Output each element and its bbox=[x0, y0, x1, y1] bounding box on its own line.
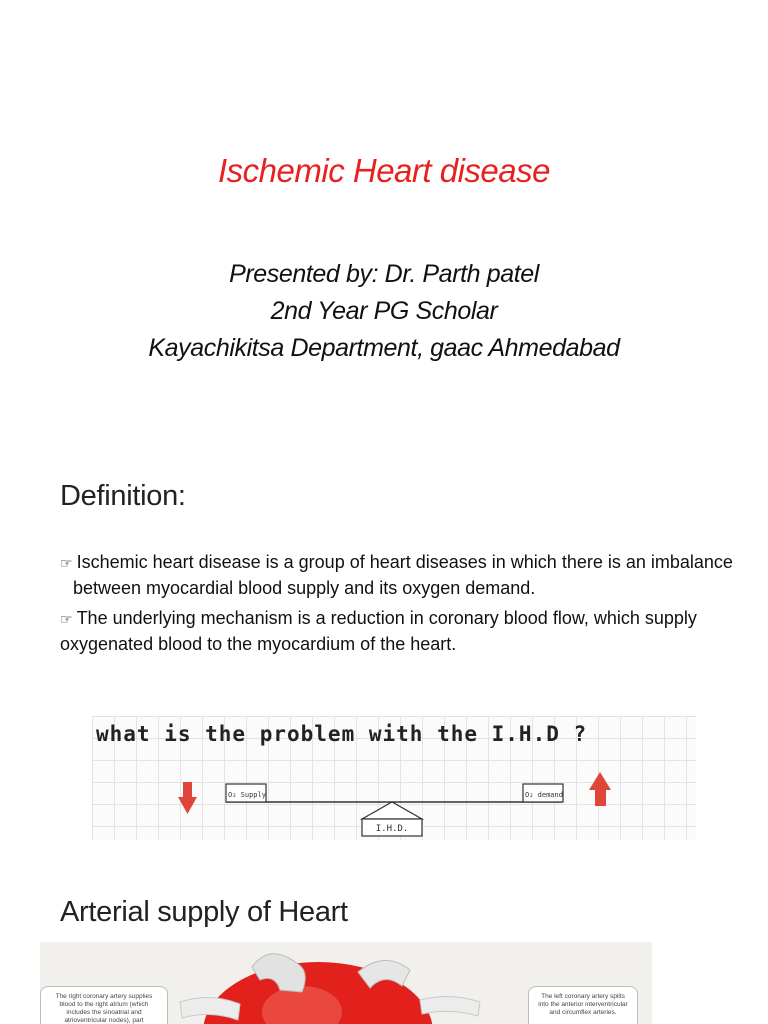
diagram-question: what is the problem with the I.H.D ? bbox=[96, 722, 588, 746]
vessel-right-side bbox=[420, 996, 480, 1016]
heart-illustration-panel bbox=[40, 942, 652, 1024]
arterial-supply-heading: Arterial supply of Heart bbox=[60, 896, 348, 928]
bullet-text: Ischemic heart disease is a group of heart diseases in which there is an imbalance between myocardial blood supply and its oxygen demand. bbox=[73, 552, 733, 598]
ihd-balance-diagram bbox=[92, 716, 696, 840]
arrow-up-icon bbox=[589, 772, 611, 806]
definition-heading: Definition: bbox=[60, 480, 186, 512]
bullet-item bbox=[60, 606, 750, 656]
arrow-down-icon bbox=[178, 782, 197, 814]
bullet-text: The underlying mechanism is a reduction in coronary blood flow, which supply oxygenated blood to the myocardium of the heart. bbox=[60, 608, 697, 654]
supply-label: O₂ Supply bbox=[228, 791, 266, 799]
pointing-hand-icon: ☞ bbox=[60, 556, 73, 572]
demand-label: O₂ demand bbox=[525, 791, 563, 799]
right-coronary-callout: The right coronary artery supplies blood to the right atrium (which includes the sinoatrial and atrioventricular nodes), part bbox=[40, 986, 168, 1024]
bullet-item bbox=[60, 550, 750, 600]
left-coronary-callout: The left coronary artery splits into the anterior interventricular and circumflex arteries. bbox=[528, 986, 638, 1024]
slide-title: Ischemic Heart disease bbox=[218, 152, 550, 189]
presenter-department: Kayachikitsa Department, gaac Ahmedabad bbox=[148, 334, 620, 362]
presenter-year: 2nd Year PG Scholar bbox=[270, 297, 498, 325]
presenter-name: Presented by: Dr. Parth patel bbox=[229, 260, 539, 288]
pointing-hand-icon: ☞ bbox=[60, 612, 73, 628]
fulcrum-label: I.H.D. bbox=[375, 824, 409, 834]
definition-bullets bbox=[60, 550, 750, 662]
balance-illustration bbox=[92, 716, 696, 840]
presenter-info bbox=[0, 256, 768, 367]
fulcrum-roof bbox=[362, 802, 422, 819]
